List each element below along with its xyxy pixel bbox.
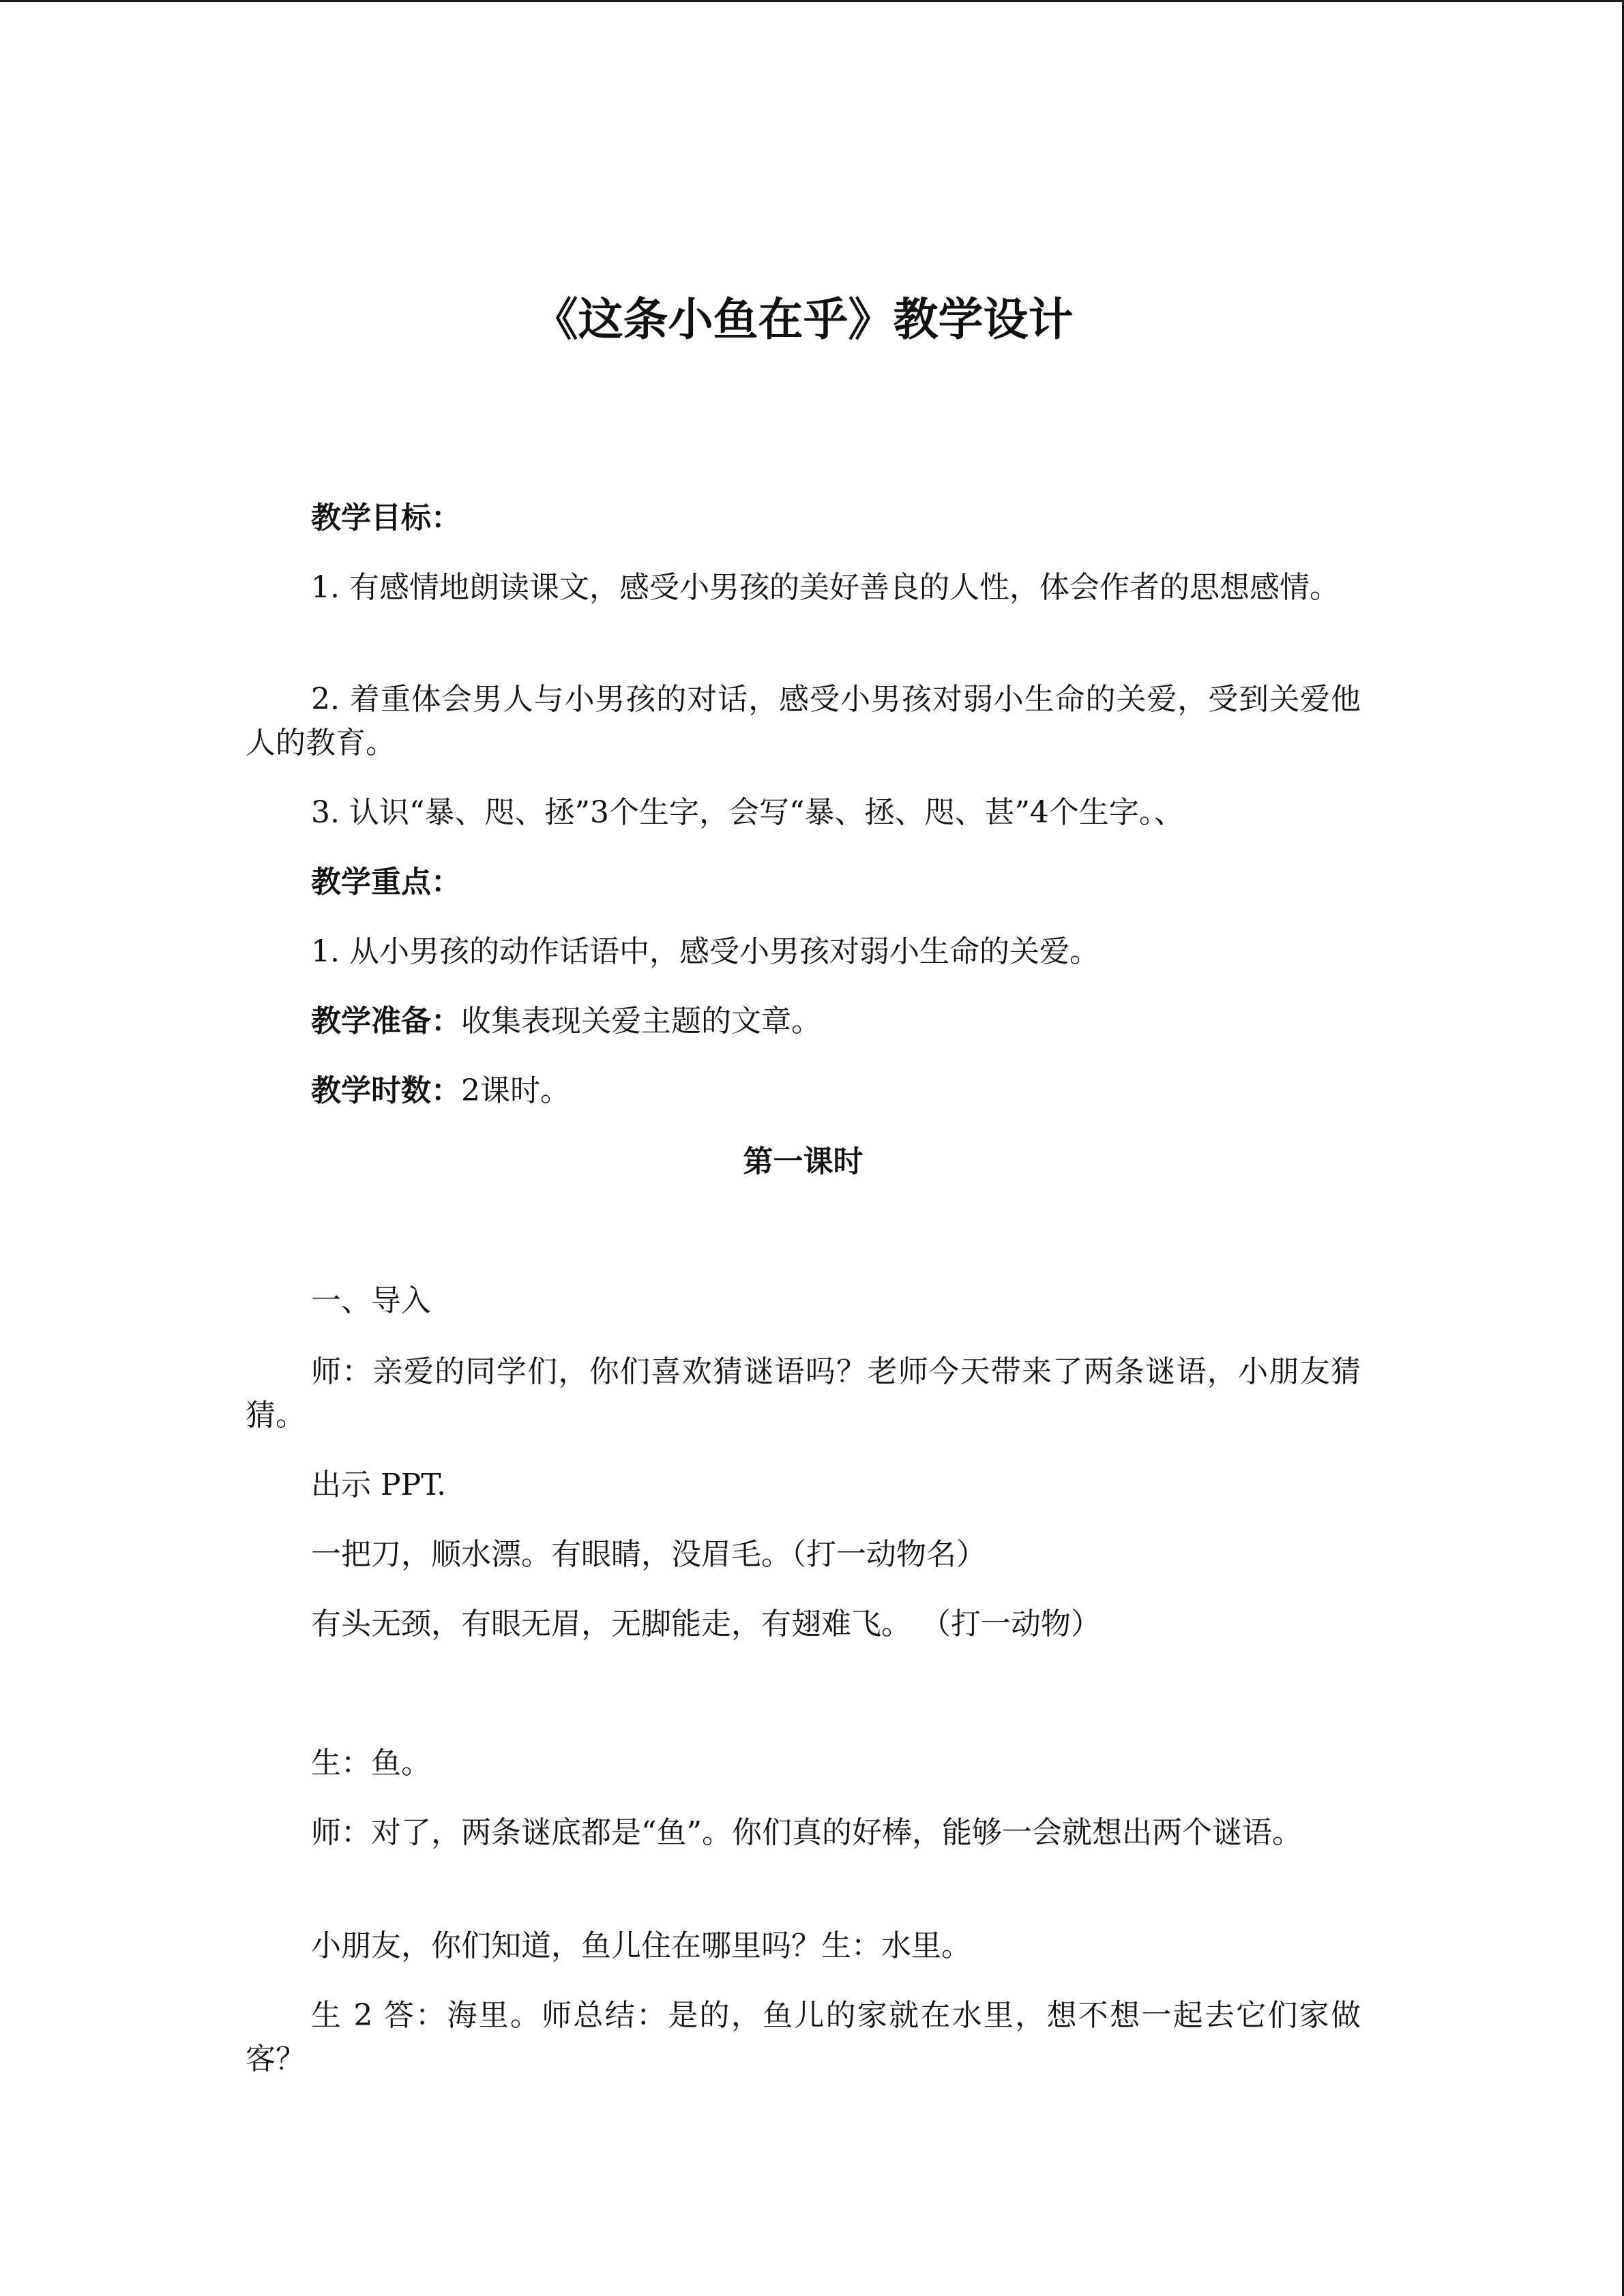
riddle-2: 有头无颈，有眼无眉，无脚能走，有翅难飞。 （打一动物） [311,1607,1101,1641]
document-title: 《这条小鱼在乎》教学设计 [533,293,1074,346]
objective-2: 2. 着重体会男人与小男孩的对话，感受小男孩对弱小生命的关爱，受到关爱他人的教育。 [246,682,1361,760]
hours-label: 教学时数： [311,1073,461,1108]
preparation-line [246,1000,1361,1043]
top-border-line [0,0,1624,2]
focus-heading: 教学重点： [311,865,461,899]
section-intro-heading: 一、导入 [311,1283,431,1318]
lesson-heading: 第一课时 [743,1144,863,1179]
student-answer-1: 生：鱼。 [311,1746,431,1780]
teacher-paragraph-3: 小朋友，你们知道，鱼儿住在哪里吗？生：水里。 [311,1928,971,1963]
preparation-text: 收集表现关爱主题的文章。 [461,1004,821,1039]
ppt-line: 出示 PPT. [311,1467,447,1502]
objectives-heading: 教学目标： [311,501,461,535]
preparation-label: 教学准备： [311,1004,461,1039]
focus-1: 1. 从小男孩的动作话语中，感受小男孩对弱小生命的关爱。 [311,934,1099,969]
student-answer-2: 生 2 答：海里。师总结：是的，鱼儿的家就在水里，想不想一起去它们家做客？ [246,1998,1361,2076]
objective-1: 1. 有感情地朗读课文，感受小男孩的美好善良的人性，体会作者的思想感情。 [311,570,1340,605]
teacher-paragraph-2: 师：对了，两条谜底都是“鱼”。你们真的好棒，能够一会就想出两个谜语。 [311,1815,1302,1850]
hours-text: 2课时。 [461,1073,570,1108]
hours-line [246,1069,1361,1113]
objective-3: 3. 认识“暴、咫、拯”3个生字，会写“暴、拯、咫、甚”4个生字。、 [311,795,1184,830]
teacher-paragraph-1: 师：亲爱的同学们，你们喜欢猜谜语吗？老师今天带来了两条谜语，小朋友猜猜。 [246,1354,1361,1433]
riddle-1: 一把刀，顺水漂。有眼睛，没眉毛。（打一动物名） [311,1537,986,1572]
